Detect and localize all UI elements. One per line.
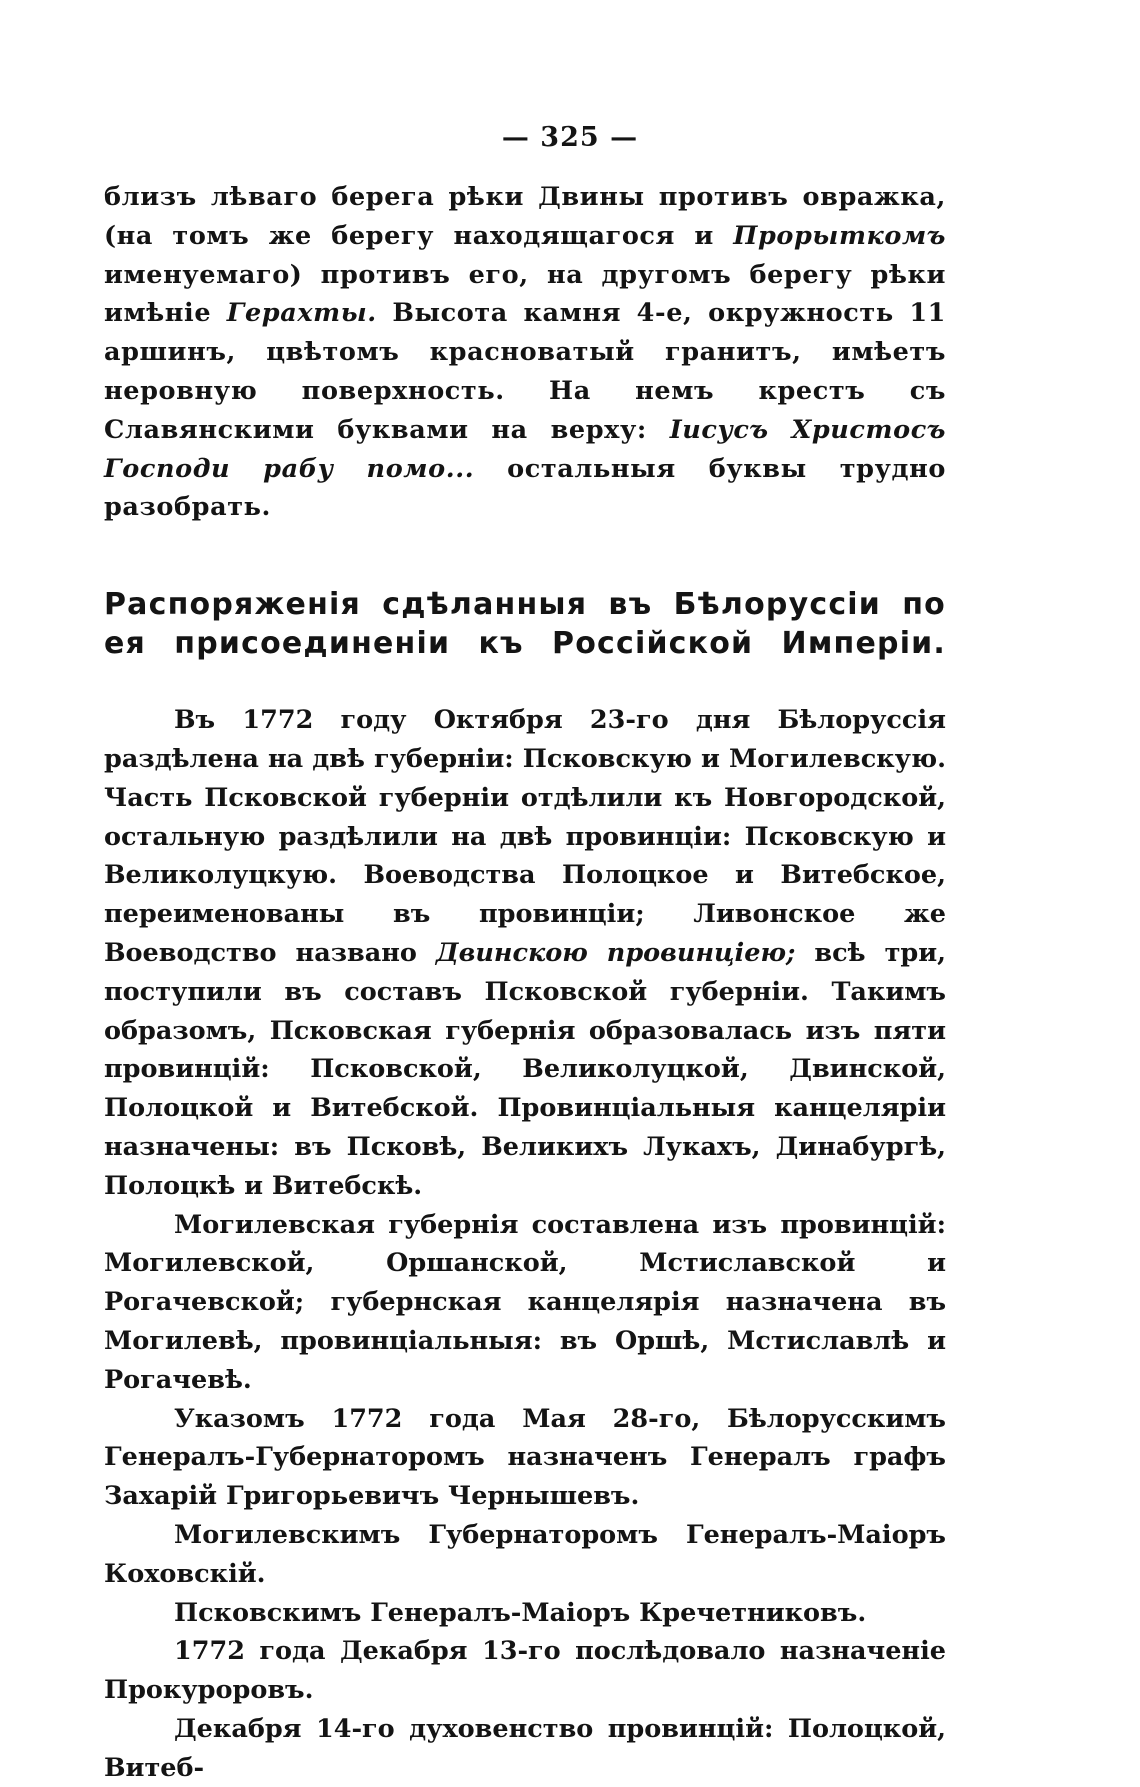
intro-italic-2: Герахты. [226,298,377,329]
paragraph-4: Могилевскимъ Губернаторомъ Генералъ-Маіоръ Коховскій. [104,1519,946,1589]
paragraph-2: Могилевская губернія составлена изъ провинцій: Могилевской, Оршанской, Мстиславской и Рогачевской; губернская канцелярія назначена въ Могилевѣ, провинціальныя: въ Оршѣ, Мстиславлѣ и Рогачевѣ. [104,1209,946,1395]
section-heading: Распоряженія сдѣланныя въ Бѣлоруссіи по ея присоединеніи къ Россійской Имперіи. [104,587,946,662]
paragraph-7: Декабря 14-го духовенство провинцій: Полоцкой, Витеб- [104,1713,946,1783]
text-column [104,178,946,1787]
intro-paragraph [104,178,946,527]
intro-italic-3: Iисусъ Христосъ Господи рабу помо... [104,414,946,484]
intro-text-4: остальныя буквы трудно разобрать. [104,453,946,523]
paragraph-1-text-2: всѣ три, поступили въ составъ Псковской губерніи. Такимъ образомъ, Псковская губернія образовалась изъ пяти провинцій: Псковской, Великолуцкой, Двинской, Полоцкой и Витебской. Провинціальныя канцеляріи назначены: въ Псковѣ, Великихъ Лукахъ, Динабургѣ, Полоцкѣ и Витебскѣ. [104,937,946,1201]
paragraph-1-italic: Двинскою провинціею; [435,937,796,968]
intro-italic-1: Прорыткомъ [733,220,946,251]
paragraph-1-text-1: Въ 1772 году Октября 23-го дня Бѣлоруссія раздѣлена на двѣ губерніи: Псковскую и Могилевскую. Часть Псковской губерніи отдѣлили къ Новгородской, остальную раздѣлили на двѣ провинціи: Псковскую и Великолуцкую. Воеводства Полоцкое и Витебское, переименованы въ провинціи; Ливонское же Воеводство названо [104,705,946,968]
paragraph-5: Псковскимъ Генералъ-Маіоръ Кречетниковъ. [174,1597,867,1628]
intro-text-2: именуемаго) противъ его, на другомъ берегу рѣки имѣніе [104,259,946,329]
paragraph-6: 1772 года Декабря 13-го послѣдовало назначеніе Прокуроровъ. [104,1636,946,1706]
intro-text-3: Высота камня 4-е, окружность 11 аршинъ, цвѣтомъ красноватый гранитъ, имѣетъ неровную поверхность. На немъ крестъ съ Славянскими буквами на верху: [104,298,946,445]
intro-text-1: близъ лѣваго берега рѣки Двины противъ овражка, (на томъ же берегу находящагося и [104,182,946,251]
page-number: — 325 — [501,122,639,153]
paragraph-1 [104,701,946,1205]
paragraph-3: Указомъ 1772 года Мая 28-го, Бѣлорусскимъ Генералъ-Губернаторомъ назначенъ Генералъ графъ Захарій Григорьевичъ Чернышевъ. [104,1403,946,1512]
